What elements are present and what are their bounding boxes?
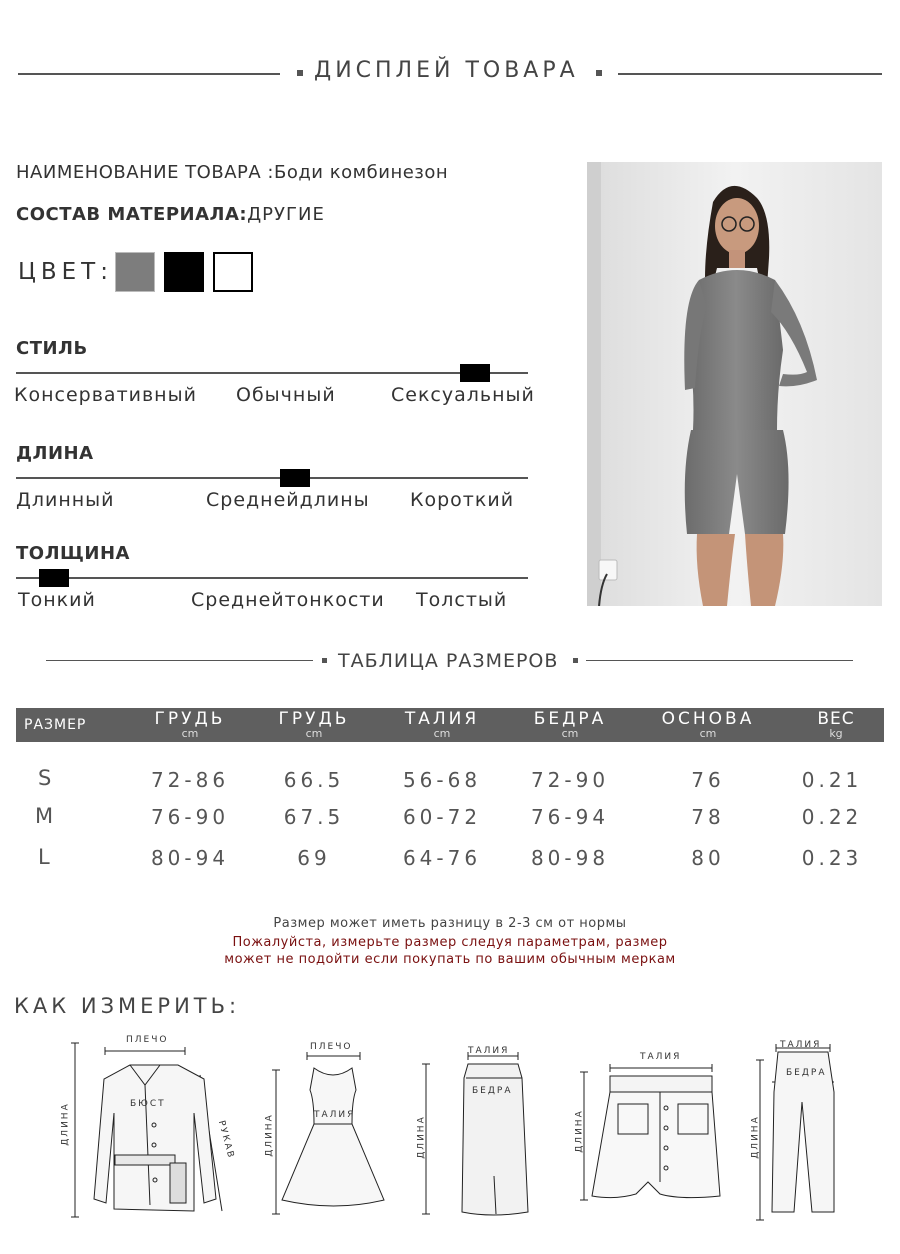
material-label: СОСТАВ МАТЕРИАЛА: xyxy=(16,204,248,225)
style-option-conservative: Консервативный xyxy=(14,384,197,406)
measure-warning-line2: может не подойти если покупать по вашим обычным меркам xyxy=(224,952,676,967)
color-swatch-black[interactable] xyxy=(164,252,204,292)
jacket-icon xyxy=(60,1035,240,1225)
product-name-value: Боди комбинезон xyxy=(273,162,449,183)
display-title: ДИСПЛЕЙ ТОВАРА xyxy=(314,58,579,83)
size-label: M xyxy=(35,804,54,828)
column-unit: cm xyxy=(699,727,717,740)
skirt-icon xyxy=(414,1046,534,1226)
size-note: Размер может иметь разницу в 2-3 см от нормы xyxy=(273,916,627,931)
size-table-title: ТАБЛИЦА РАЗМЕРОВ xyxy=(338,650,559,672)
table-cell: 66.5 xyxy=(283,768,345,792)
shorts-length-label: ДЛИНА xyxy=(574,1109,585,1153)
style-scale-title: СТИЛЬ xyxy=(16,338,88,359)
shorts-icon xyxy=(574,1048,734,1208)
product-photo xyxy=(587,162,882,606)
length-scale-title: ДЛИНА xyxy=(16,443,94,464)
column-unit: cm xyxy=(561,727,579,740)
divider-left xyxy=(18,73,280,75)
table-cell: 72-90 xyxy=(530,768,610,792)
table-cell: 69 xyxy=(297,846,331,870)
jacket-bust-label: БЮСТ xyxy=(130,1099,166,1109)
column-header-bust1 xyxy=(130,710,250,740)
thickness-scale-title: ТОЛЩИНА xyxy=(16,543,130,564)
table-cell: 76-90 xyxy=(150,805,230,829)
table-cell: 0.22 xyxy=(801,805,863,829)
thickness-option-thick: Толстый xyxy=(416,589,508,611)
skirt-length-label: ДЛИНА xyxy=(416,1115,427,1159)
table-cell: 72-86 xyxy=(150,768,230,792)
measure-warning-line1: Пожалуйста, измерьте размер следуя параметрам, размер xyxy=(232,935,668,950)
length-scale-track xyxy=(16,477,528,479)
shorts-diagram xyxy=(574,1048,734,1208)
size-label: L xyxy=(38,845,50,869)
dress-diagram xyxy=(262,1042,402,1222)
table-cell: 80 xyxy=(691,846,725,870)
size-table-header xyxy=(16,708,884,742)
column-unit: cm xyxy=(433,727,451,740)
table-cell: 80-94 xyxy=(150,846,230,870)
color-swatch-white[interactable] xyxy=(213,252,253,292)
column-name: БЕДРА xyxy=(533,709,607,729)
pants-waist-label: ТАЛИЯ xyxy=(780,1040,822,1050)
column-header-weight xyxy=(776,710,896,740)
jacket-sleeve-label: РУКАВ xyxy=(215,1119,236,1161)
table-cell: 56-68 xyxy=(402,768,482,792)
table-cell: 78 xyxy=(691,805,725,829)
table-cell: 0.21 xyxy=(801,768,863,792)
size-header-cell: РАЗМЕР xyxy=(24,717,87,733)
dress-shoulder-label: ПЛЕЧО xyxy=(310,1042,353,1052)
pants-diagram xyxy=(748,1040,858,1230)
thickness-option-medium: Среднейтонкости xyxy=(191,589,385,611)
column-unit: cm xyxy=(181,727,199,740)
size-title-bullet-left xyxy=(322,658,327,663)
jacket-diagram xyxy=(60,1035,240,1225)
material-row xyxy=(16,204,325,225)
column-header-waist xyxy=(382,710,502,740)
title-bullet-left xyxy=(297,70,303,76)
length-option-medium: Среднейдлины xyxy=(206,489,370,511)
table-cell: 64-76 xyxy=(402,846,482,870)
pants-hips-label: БЕДРА xyxy=(786,1068,827,1078)
shorts-waist-label: ТАЛИЯ xyxy=(640,1052,682,1062)
dress-waist-label: ТАЛИЯ xyxy=(314,1110,356,1120)
size-divider-left xyxy=(46,660,313,661)
product-name-label: НАИМЕНОВАНИЕ ТОВАРА : xyxy=(16,162,274,183)
size-divider-right xyxy=(586,660,853,661)
table-cell: 76-94 xyxy=(530,805,610,829)
dress-length-label: ДЛИНА xyxy=(264,1113,275,1157)
column-name: ВЕС xyxy=(817,709,855,729)
material-value: ДРУГИЕ xyxy=(247,204,325,225)
product-name-row xyxy=(16,162,448,183)
size-title-bullet-right xyxy=(573,658,578,663)
column-name: ГРУДЬ xyxy=(154,709,226,729)
column-name: ГРУДЬ xyxy=(278,709,350,729)
table-cell: 80-98 xyxy=(530,846,610,870)
color-label: ЦВЕТ: xyxy=(18,259,113,285)
length-scale-marker xyxy=(280,469,310,487)
jacket-shoulder-label: ПЛЕЧО xyxy=(126,1035,169,1045)
column-header-base xyxy=(648,710,768,740)
skirt-waist-label: ТАЛИЯ xyxy=(468,1046,510,1056)
column-header-bust2 xyxy=(254,710,374,740)
table-cell: 76 xyxy=(691,768,725,792)
how-to-measure-title: КАК ИЗМЕРИТЬ: xyxy=(14,994,241,1018)
table-cell: 0.23 xyxy=(801,846,863,870)
color-swatch-gray[interactable] xyxy=(115,252,155,292)
thickness-option-thin: Тонкий xyxy=(18,589,96,611)
thickness-scale-track xyxy=(16,577,528,579)
table-cell: 60-72 xyxy=(402,805,482,829)
table-cell: 67.5 xyxy=(283,805,345,829)
column-unit: cm xyxy=(305,727,323,740)
thickness-scale-marker xyxy=(39,569,69,587)
skirt-hips-label: БЕДРА xyxy=(472,1086,513,1096)
column-name: ОСНОВА xyxy=(661,709,755,729)
style-scale-marker xyxy=(460,364,490,382)
divider-right xyxy=(618,73,882,75)
pants-length-label: ДЛИНА xyxy=(750,1115,761,1159)
size-label: S xyxy=(38,766,52,790)
length-option-short: Короткий xyxy=(410,489,515,511)
column-name: ТАЛИЯ xyxy=(404,709,480,729)
style-option-sexy: Сексуальный xyxy=(391,384,535,406)
title-bullet-right xyxy=(596,70,602,76)
jacket-length-label: ДЛИНА xyxy=(60,1102,71,1146)
model-illustration xyxy=(587,162,882,606)
column-unit: kg xyxy=(829,727,843,740)
style-scale-track xyxy=(16,372,528,374)
length-option-long: Длинный xyxy=(16,489,115,511)
column-header-hips xyxy=(510,710,630,740)
skirt-diagram xyxy=(414,1046,534,1226)
dress-icon xyxy=(262,1042,402,1222)
style-option-normal: Обычный xyxy=(236,384,336,406)
